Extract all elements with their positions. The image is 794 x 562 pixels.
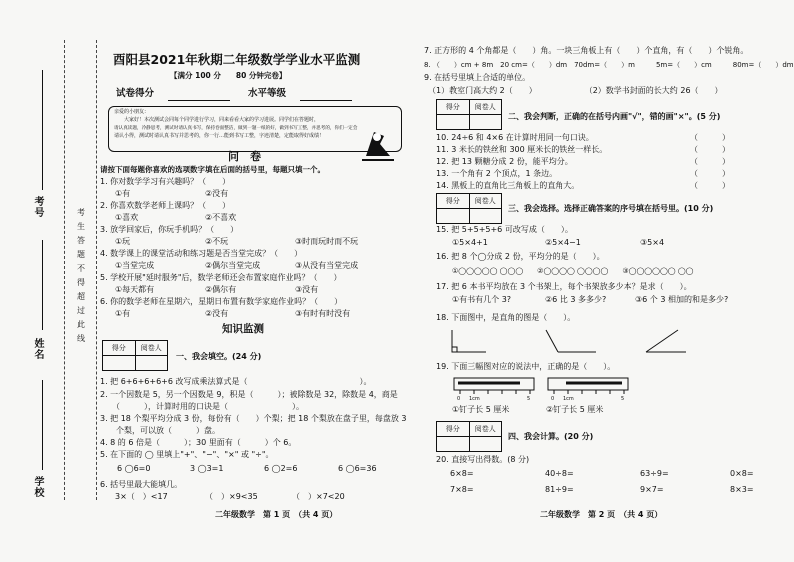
wenjuan-opt: ③时而玩时而不玩 bbox=[295, 237, 359, 246]
score-col: 得分 bbox=[437, 100, 470, 114]
fill-q2: 2. 一个因数是 5，另一个因数是 9，积是（ ）；被除数是 32，除数是 4，商是 bbox=[100, 390, 398, 399]
wenjuan-q5: 5. 学校开展"延时服务"后，数学老师还会布置家庭作业吗？（ ） bbox=[100, 273, 342, 282]
calc-item: 7×8= bbox=[450, 485, 474, 494]
calc-intro: 20. 直接写出得数。(8 分) bbox=[436, 455, 530, 464]
kaohao-label: 考号 bbox=[32, 196, 43, 218]
judge-q13: 13. 一个角有 2 个顶点，1 条边。 bbox=[436, 169, 558, 178]
page1-subtitle: 【满分 100 分 80 分钟完卷】 bbox=[170, 71, 287, 80]
wenjuan-opt: ②没有 bbox=[205, 189, 229, 198]
ruler-tick-label: 1cm bbox=[469, 396, 480, 402]
choose-opt: ②6 比 3 多多少? bbox=[545, 295, 607, 304]
ruler-figure-2 bbox=[546, 374, 632, 400]
fill-q3-cont: 个梨，可以放（ ）盘。 bbox=[100, 426, 220, 435]
wenjuan-opt: ②不玩 bbox=[205, 237, 229, 246]
judge-paren[interactable]: （ ） bbox=[690, 145, 730, 154]
section2-title: 二、我会判断，正确的在括号内画"√"，错的画"×"。(5 分) bbox=[508, 112, 721, 121]
calc-item: 81÷9= bbox=[545, 485, 574, 494]
choose-q18: 18. 下面图中，是直角的图是（ ）。 bbox=[436, 313, 576, 322]
fold-line bbox=[64, 40, 65, 500]
score-table-2 bbox=[436, 99, 502, 130]
calc-item: 0×8= bbox=[730, 469, 754, 478]
wenjuan-opt: ②不喜欢 bbox=[205, 213, 237, 222]
grader-cell[interactable] bbox=[470, 437, 502, 451]
op-item: 3 ◯3=1 bbox=[190, 464, 224, 473]
wenjuan-opt: ①喜欢 bbox=[115, 213, 139, 222]
calc-item: 6×8= bbox=[450, 469, 474, 478]
fold-line-inner bbox=[96, 40, 97, 500]
wenjuan-opt: ①每天都有 bbox=[115, 285, 155, 294]
score-cell[interactable] bbox=[437, 209, 470, 223]
score-col: 得分 bbox=[437, 422, 470, 436]
grader-cell[interactable] bbox=[136, 356, 168, 370]
calc-item: 8×3= bbox=[730, 485, 754, 494]
ruler-tick-label: 0 bbox=[457, 396, 461, 402]
score-table-4 bbox=[436, 421, 502, 452]
kaohao-line bbox=[42, 70, 43, 190]
op-item: 6 ◯6=36 bbox=[338, 464, 377, 473]
maxfill-item: （ ）×9<35 bbox=[205, 492, 258, 501]
fill-q3: 3. 把 18 个梨平均分成 3 份，每份有（ ）个梨；把 18 个梨放在盘子里，每盘放 3 bbox=[100, 414, 407, 423]
ruler-tick-label: 5 bbox=[621, 396, 625, 402]
notice-line: 大家好！本次测试会同每个同学进行学习，同来看看大家的学习进展。同学们在答题时， bbox=[114, 117, 320, 123]
wenjuan-opt: ②没有 bbox=[205, 309, 229, 318]
angle-figure-right bbox=[452, 330, 486, 352]
calc-item: 40÷8= bbox=[545, 469, 574, 478]
wenjuan-opt: ①当堂完成 bbox=[115, 261, 155, 270]
wenjuan-opt: ③从没有当堂完成 bbox=[295, 261, 359, 270]
choose-q16-options: ①◯◯◯◯◯ ◯◯◯ ②◯◯◯◯ ◯◯◯◯ ③◯◯◯◯◯◯ ◯◯ bbox=[452, 267, 694, 275]
page1-title: 酉阳县2021年秋期二年级数学学业水平监测 bbox=[113, 52, 361, 67]
angle-figure-obtuse bbox=[546, 330, 596, 352]
angle-figure-acute bbox=[646, 330, 686, 352]
notice-line: 请认真读题，冷静思考，测试时请认真书写，保持卷面整洁，做到一题一纸的好，做到书写工整，并思考的，你们一定会 bbox=[114, 126, 358, 131]
grader-cell[interactable] bbox=[470, 209, 502, 223]
sealing-line-text: 考生答题不得超过此线 bbox=[77, 208, 85, 343]
wenjuan-q4: 4. 数学课上的课堂活动和练习题是否当堂完成？（ ） bbox=[100, 249, 303, 258]
fill-q1: 1. 把 6+6+6+6+6 改写成乘法算式是（ ）。 bbox=[100, 377, 372, 386]
wenjuan-opt: ①玩 bbox=[115, 237, 131, 246]
grader-col: 阅卷人 bbox=[474, 425, 496, 433]
choose-opt: ②钉子长 5 厘米 bbox=[546, 405, 604, 414]
notice-line: 请认小得，测试时请认真书写并思考的，你一行…能到书写工整，字迹清楚，定能取得好成绩！ bbox=[114, 133, 325, 139]
choose-opt: ①有书有几个 3? bbox=[452, 295, 512, 304]
grader-col: 阅卷人 bbox=[474, 103, 496, 111]
q8: 8. （ ）cm + 8m 20 cm=（ ）dm 70dm=（ ）m 5m=（ ）cm 80m=（ ）dm bbox=[424, 61, 794, 69]
grader-col: 阅卷人 bbox=[474, 197, 496, 205]
score-col: 得分 bbox=[437, 194, 470, 208]
page1-footer: 二年级数学 第 1 页 （共 4 页） bbox=[215, 510, 338, 519]
wenjuan-opt: ③没有 bbox=[295, 285, 319, 294]
score-blank bbox=[168, 100, 230, 101]
choose-opt: ②5×4−1 bbox=[545, 238, 581, 247]
level-label: 水平等级 bbox=[248, 88, 287, 99]
wenjuan-title: 问 卷 bbox=[228, 150, 261, 163]
maxfill-item: 3×（ ）<17 bbox=[115, 492, 168, 501]
page2-footer: 二年级数学 第 2 页 （共 4 页） bbox=[540, 510, 663, 519]
section3-title: 三、我会选择。选择正确答案的序号填在括号里。(10 分) bbox=[508, 204, 714, 213]
xuexiao-line bbox=[42, 380, 43, 470]
wenjuan-q2: 2. 你喜欢数学老师上课吗？（ ） bbox=[100, 201, 231, 210]
judge-q10: 10. 24÷6 和 4×6 在计算时用同一句口诀。 bbox=[436, 133, 594, 142]
ruler-tick-label: 0 bbox=[551, 396, 555, 402]
judge-paren[interactable]: （ ） bbox=[690, 157, 730, 166]
choose-opt: ①钉子长 5 厘米 bbox=[452, 405, 510, 414]
grader-cell[interactable] bbox=[470, 115, 502, 129]
xingming-label: 姓名 bbox=[32, 338, 43, 360]
choose-opt: ③5×4 bbox=[640, 238, 665, 247]
judge-q14: 14. 黑板上的直角比三角板上的直角大。 bbox=[436, 181, 580, 190]
xingming-line bbox=[42, 240, 43, 330]
score-cell[interactable] bbox=[437, 437, 470, 451]
judge-q12: 12. 把 13 颗糖分成 2 份，能平均分。 bbox=[436, 157, 573, 166]
q7: 7. 正方形的 4 个角都是（ ）角。一块三角板上有（ ）个直角，有（ ）个锐角。 bbox=[424, 46, 749, 55]
section1-title: 一、我会填空。(24 分) bbox=[176, 352, 262, 361]
choose-opt: ①5×4+1 bbox=[452, 238, 488, 247]
wenjuan-opt: ③有时有时没有 bbox=[295, 309, 351, 318]
zhishi-title: 知识监测 bbox=[222, 323, 264, 335]
judge-paren[interactable]: （ ） bbox=[690, 133, 730, 142]
q9: 9. 在括号里填上合适的单位。 bbox=[424, 73, 531, 82]
ruler-tick-label: 5 bbox=[527, 396, 531, 402]
score-col: 得分 bbox=[103, 341, 136, 355]
score-cell[interactable] bbox=[437, 115, 470, 129]
ruler-tick-label: 1cm bbox=[563, 396, 574, 402]
wenjuan-q6: 6. 你的数学老师在星期六，星期日布置有数学家庭作业吗？（ ） bbox=[100, 297, 343, 306]
choose-opt: ③6 个 3 相加的和是多少? bbox=[635, 295, 729, 304]
angle-figures bbox=[446, 328, 696, 356]
maxfill-item: （ ）×7<20 bbox=[292, 492, 345, 501]
grader-col: 阅卷人 bbox=[140, 344, 162, 352]
fill-q6: 6. 括号里最大能填几。 bbox=[100, 480, 183, 489]
calc-item: 9×7= bbox=[640, 485, 664, 494]
mascot-icon bbox=[360, 126, 398, 162]
q9-items: （1）教室门高大约 2（ ） （2）数学书封面的长大约 26（ ） bbox=[424, 86, 723, 95]
op-item: 6 ◯6=0 bbox=[117, 464, 151, 473]
wenjuan-opt: ①有 bbox=[115, 189, 131, 198]
judge-paren[interactable]: （ ） bbox=[690, 181, 730, 190]
choose-q19: 19. 下面三幅图对应的说法中，正确的是（ ）。 bbox=[436, 362, 616, 371]
level-blank bbox=[300, 100, 352, 101]
section4-title: 四、我会计算。(20 分) bbox=[508, 432, 594, 441]
fill-q2-cont: （ ），计算时用的口诀是（ ）。 bbox=[100, 402, 304, 411]
op-item: 6 ◯2=6 bbox=[264, 464, 298, 473]
score-table-1 bbox=[102, 340, 168, 371]
wenjuan-opt: ②偶尔当堂完成 bbox=[205, 261, 261, 270]
score-label: 试卷得分 bbox=[116, 88, 155, 99]
wenjuan-q1: 1. 你对数学学习有兴趣吗？（ ） bbox=[100, 177, 231, 186]
calc-item: 63÷9= bbox=[640, 469, 669, 478]
fill-q5: 5. 在下面的 ◯ 里填上"+"、"−"、"×" 或 "÷"。 bbox=[100, 450, 274, 459]
xuexiao-label: 学校 bbox=[32, 476, 43, 498]
choose-q17: 17. 把 6 本书平均放在 3 个书架上，每个书架放多少本？是求（ ）。 bbox=[436, 282, 692, 291]
wenjuan-q3: 3. 放学回家后，你玩手机吗？（ ） bbox=[100, 225, 239, 234]
wenjuan-intro: 请按下面每题你喜欢的选项数字填在后面的括号里，每题只填一个。 bbox=[100, 165, 325, 174]
fill-q4: 4. 8 的 6 倍是（ ）；30 里面有（ ）个 6。 bbox=[100, 438, 297, 447]
score-cell[interactable] bbox=[103, 356, 136, 370]
wenjuan-opt: ①有 bbox=[115, 309, 131, 318]
judge-paren[interactable]: （ ） bbox=[690, 169, 730, 178]
score-table-3 bbox=[436, 193, 502, 224]
wenjuan-opt: ②偶尔有 bbox=[205, 285, 237, 294]
ruler-figure-1 bbox=[452, 374, 538, 400]
choose-q15: 15. 把 5+5+5+6 可改写成（ ）。 bbox=[436, 225, 573, 234]
judge-q11: 11. 3 米长的铁丝和 300 厘米长的铁丝一样长。 bbox=[436, 145, 608, 154]
choose-q16: 16. 把 8 个◯分成 2 份，平均分的是（ ）。 bbox=[436, 252, 605, 261]
notice-line: 亲爱的小朋友： bbox=[114, 109, 150, 115]
